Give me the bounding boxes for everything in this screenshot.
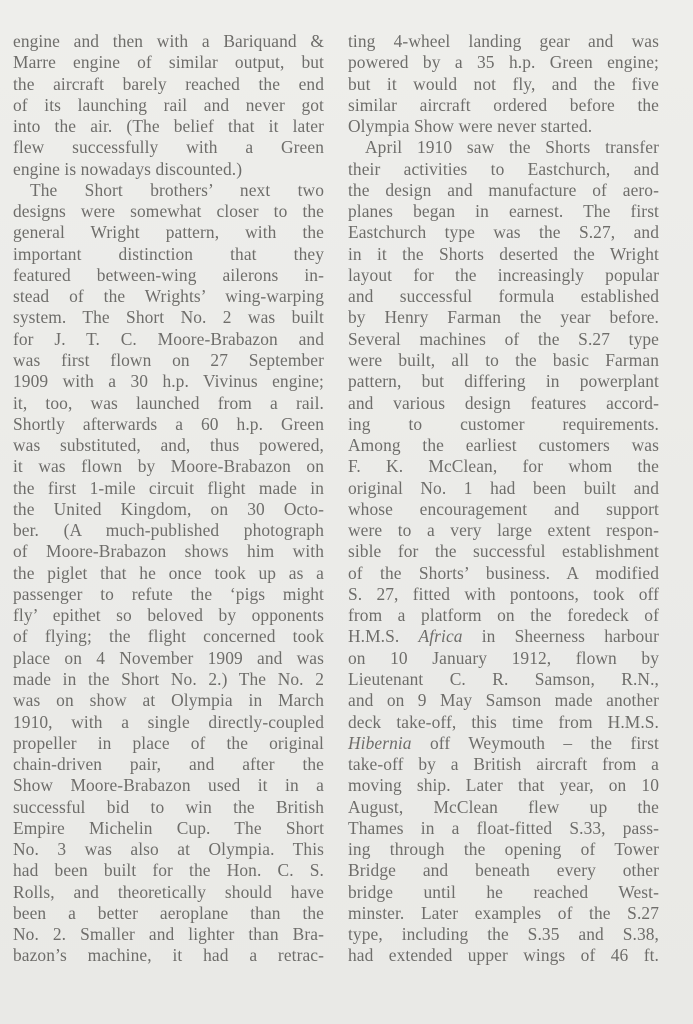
text-run: in Sheerness harbour xyxy=(462,626,659,647)
text-line: were built, all to the basic Farman xyxy=(348,349,659,370)
text-line: bazon’s machine, it had a retrac- xyxy=(13,945,324,966)
text-line: Thames in a float-fitted S.33, pass- xyxy=(348,817,659,838)
text-line: April 1910 saw the Shorts transfer xyxy=(365,137,659,158)
text-line: were to a very large extent respon- xyxy=(348,520,659,541)
text-line: featured between-wing ailerons in- xyxy=(13,264,324,285)
text-line: of Moore-Brabazon shows him with xyxy=(13,541,324,562)
text-line: planes began in earnest. The first xyxy=(348,201,659,222)
text-line: important distinction that they xyxy=(13,243,324,264)
text-line: 1910, with a single directly-coupled xyxy=(13,711,324,732)
italic-ship-name: Africa xyxy=(418,626,463,647)
text-line: but it would not fly, and the five xyxy=(348,73,659,94)
text-line: original No. 1 had been built and xyxy=(348,477,659,498)
text-line: deck take-off, this time from H.M.S. xyxy=(348,711,659,732)
text-line: sible for the successful establishment xyxy=(348,541,659,562)
text-line: successful bid to win the British xyxy=(13,796,324,817)
text-line: the first 1-mile circuit flight made in xyxy=(13,477,324,498)
text-line: and various design features accord- xyxy=(348,392,659,413)
text-line: moving ship. Later that year, on 10 xyxy=(348,775,659,796)
text-line: Bridge and beneath every other xyxy=(348,860,659,881)
text-line: the United Kingdom, on 30 Octo- xyxy=(13,498,324,519)
text-line: Show Moore-Brabazon used it in a xyxy=(13,775,324,796)
text-line: powered by a 35 h.p. Green engine; xyxy=(348,52,659,73)
text-line: fly’ epithet so beloved by opponents xyxy=(13,605,324,626)
text-line: engine and then with a Bariquand & xyxy=(13,31,324,51)
text-line: it, too, was launched from a rail. xyxy=(13,392,324,413)
text-line: ing to customer requirements. xyxy=(348,413,659,434)
text-line: into the air. (The belief that it later xyxy=(13,116,324,137)
text-line: had extended upper wings of 46 ft. xyxy=(348,945,659,966)
text-line: pattern, but differing in powerplant xyxy=(348,371,659,392)
text-line: the aircraft barely reached the end xyxy=(13,73,324,94)
text-line: Several machines of the S.27 type xyxy=(348,328,659,349)
text-line: type, including the S.35 and S.38, xyxy=(348,924,659,945)
text-run: H.M.S. xyxy=(348,626,419,647)
text-line: August, McClean flew up the xyxy=(348,796,659,817)
text-line: Marre engine of similar output, but xyxy=(13,52,324,73)
text-line: the piglet that he once took up as a xyxy=(13,562,324,583)
text-line: 1909 with a 30 h.p. Vivinus engine; xyxy=(13,371,324,392)
text-line: place on 4 November 1909 and was xyxy=(13,647,324,668)
text-line: made in the Short No. 2.) The No. 2 xyxy=(13,668,324,689)
text-line: similar aircraft ordered before the xyxy=(348,94,659,115)
text-line: chain-driven pair, and after the xyxy=(13,754,324,775)
text-line: propeller in place of the original xyxy=(13,732,324,753)
left-text-column xyxy=(13,31,324,967)
text-line: F. K. McClean, for whom the xyxy=(348,456,659,477)
text-line: was substituted, and, thus powered, xyxy=(13,435,324,456)
text-line: Lieutenant C. R. Samson, R.N., xyxy=(348,668,659,689)
text-line: Empire Michelin Cup. The Short xyxy=(13,817,324,838)
text-line: ting 4-wheel landing gear and was xyxy=(348,31,659,51)
text-line: ing through the opening of Tower xyxy=(348,839,659,860)
text-line: was first flown on 27 September xyxy=(13,349,324,370)
text-line: whose encouragement and support xyxy=(348,498,659,519)
right-text-column xyxy=(348,31,659,967)
text-line: ber. (A much-published photograph xyxy=(13,520,324,541)
text-line: engine is nowadays discounted.) xyxy=(13,158,243,179)
text-line: of its launching rail and never got xyxy=(13,94,324,115)
text-run: off Weymouth – the first xyxy=(411,732,659,753)
text-line: minster. Later examples of the S.27 xyxy=(348,902,659,923)
text-line: The Short brothers’ next two xyxy=(30,179,324,200)
text-line: No. 3 was also at Olympia. This xyxy=(13,839,324,860)
text-line: Shortly afterwards a 60 h.p. Green xyxy=(13,413,324,434)
text-line: bridge until he reached West- xyxy=(348,881,659,902)
text-line: stead of the Wrights’ wing-warping xyxy=(13,286,324,307)
text-line: by Henry Farman the year before. xyxy=(348,307,659,328)
text-line xyxy=(348,733,659,754)
text-line: their activities to Eastchurch, and xyxy=(348,158,659,179)
text-line: general Wright pattern, with the xyxy=(13,222,324,243)
text-line: and successful formula established xyxy=(348,286,659,307)
text-line: Rolls, and theoretically should have xyxy=(13,881,324,902)
text-line: and on 9 May Samson made another xyxy=(348,690,659,711)
text-line: had been built for the Hon. C. S. xyxy=(13,860,324,881)
text-line: S. 27, fitted with pontoons, took off xyxy=(348,583,659,604)
text-line: system. The Short No. 2 was built xyxy=(13,307,324,328)
text-line: No. 2. Smaller and lighter than Bra- xyxy=(13,924,324,945)
text-line: Olympia Show were never started. xyxy=(348,116,593,137)
text-line: flew successfully with a Green xyxy=(13,137,324,158)
text-line: in it the Shorts deserted the Wright xyxy=(348,243,659,264)
text-line: passenger to refute the ‘pigs might xyxy=(13,583,324,604)
italic-ship-name: Hibernia xyxy=(348,732,412,753)
text-line: of the Shorts’ business. A modified xyxy=(348,562,659,583)
text-line: designs were somewhat closer to the xyxy=(13,201,324,222)
text-line: of flying; the flight concerned took xyxy=(13,626,324,647)
text-line: been a better aeroplane than the xyxy=(13,902,324,923)
text-line: layout for the increasingly popular xyxy=(348,264,659,285)
text-line: Eastchurch type was the S.27, and xyxy=(348,222,659,243)
text-line: it was flown by Moore-Brabazon on xyxy=(13,456,324,477)
text-line: on 10 January 1912, flown by xyxy=(348,647,659,668)
text-line: the design and manufacture of aero- xyxy=(348,179,659,200)
text-line: from a platform on the foredeck of xyxy=(348,605,659,626)
text-line: take-off by a British aircraft from a xyxy=(348,754,659,775)
text-line: Among the earliest customers was xyxy=(348,435,659,456)
text-line: was on show at Olympia in March xyxy=(13,690,324,711)
text-line: for J. T. C. Moore-Brabazon and xyxy=(13,328,324,349)
text-line xyxy=(348,626,659,647)
